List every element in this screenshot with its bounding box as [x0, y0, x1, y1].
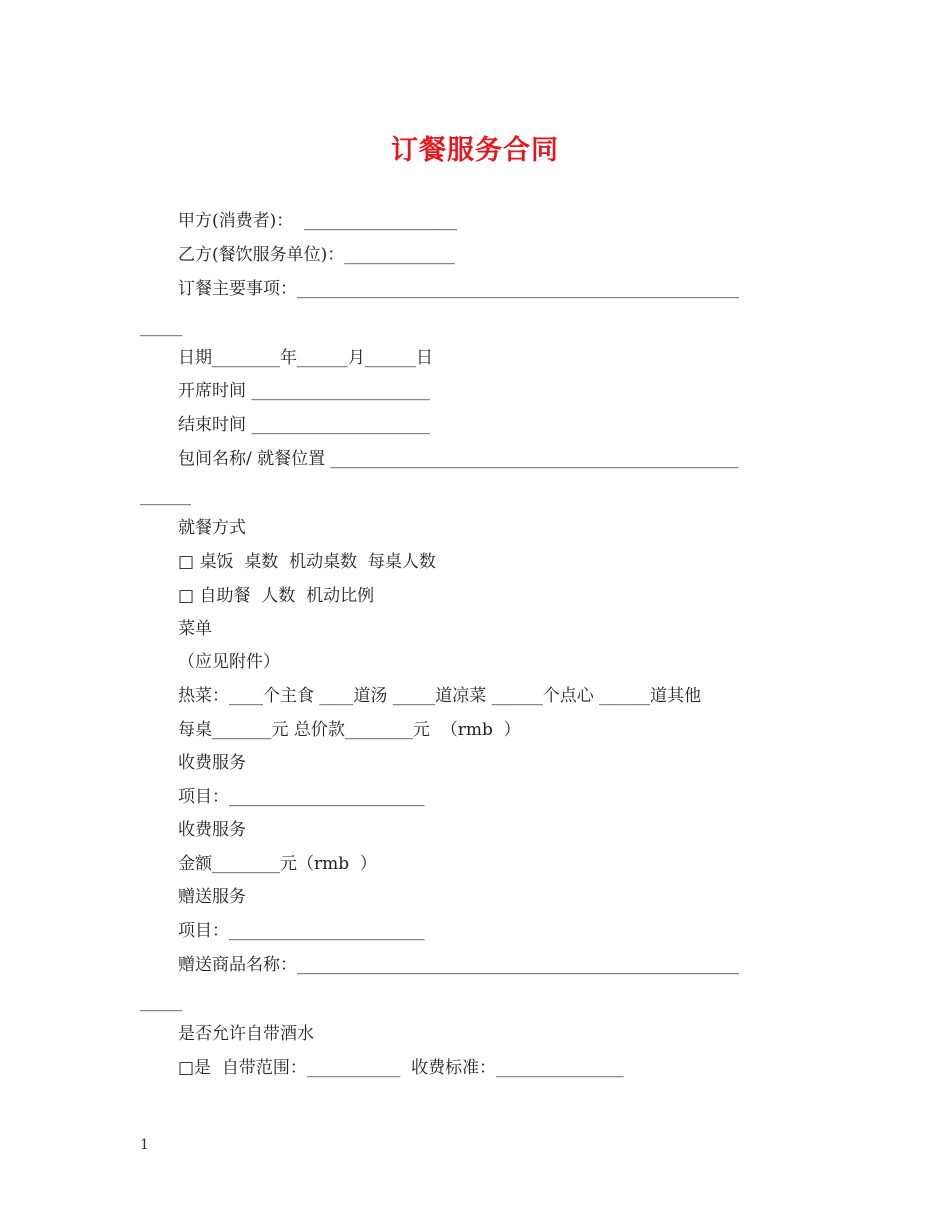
option-table-meal: □ 桌饭 桌数 机动桌数 每桌人数: [178, 552, 436, 572]
paid-service-heading-2: 收费服务: [178, 820, 246, 840]
free-service-heading: 赠送服务: [178, 887, 246, 907]
option-buffet: □ 自助餐 人数 机动比例: [178, 586, 375, 606]
menu-note: （应见附件）: [178, 652, 280, 672]
menu-heading: 菜单: [178, 619, 212, 639]
room-location-continuation: ______: [140, 486, 191, 506]
amount-line: 金额________元（rmb ）: [178, 854, 377, 874]
start-time-line: 开席时间 _____________________: [178, 381, 430, 401]
date-line: 日期________年______月______日: [178, 348, 433, 368]
order-items-line: 订餐主要事项：____________________________________________________: [178, 279, 739, 299]
own-drinks-heading: 是否允许自带酒水: [178, 1024, 314, 1044]
paid-service-heading: 收费服务: [178, 753, 246, 773]
document-title: 订餐服务合同: [391, 135, 559, 166]
party-b-line: 乙方(餐饮服务单位)：_____________: [178, 245, 455, 265]
end-time-line: 结束时间 _____________________: [178, 415, 430, 435]
party-a-line: 甲方(消费者)： __________________: [178, 211, 458, 231]
gift-name-line: 赠送商品名称：____________________________________________________: [178, 955, 739, 975]
free-service-item-line: 项目：_______________________: [178, 921, 425, 941]
paid-service-item-line: 项目：_______________________: [178, 787, 425, 807]
price-line: 每桌_______元 总价款________元 （rmb ）: [178, 720, 521, 740]
room-location-line: 包间名称/ 就餐位置 ________________________________________________: [178, 449, 739, 469]
order-items-continuation: _____: [140, 317, 183, 337]
dining-method-heading: 就餐方式: [178, 518, 246, 538]
gift-name-continuation: _____: [140, 992, 183, 1012]
dishes-line: 热菜：____个主食 ____道汤 _____道凉菜 ______个点心 ______道其他: [178, 686, 702, 706]
own-drinks-line: □是 自带范围：___________ 收费标准：_______________: [178, 1058, 624, 1078]
page-number: 1: [140, 1137, 149, 1153]
